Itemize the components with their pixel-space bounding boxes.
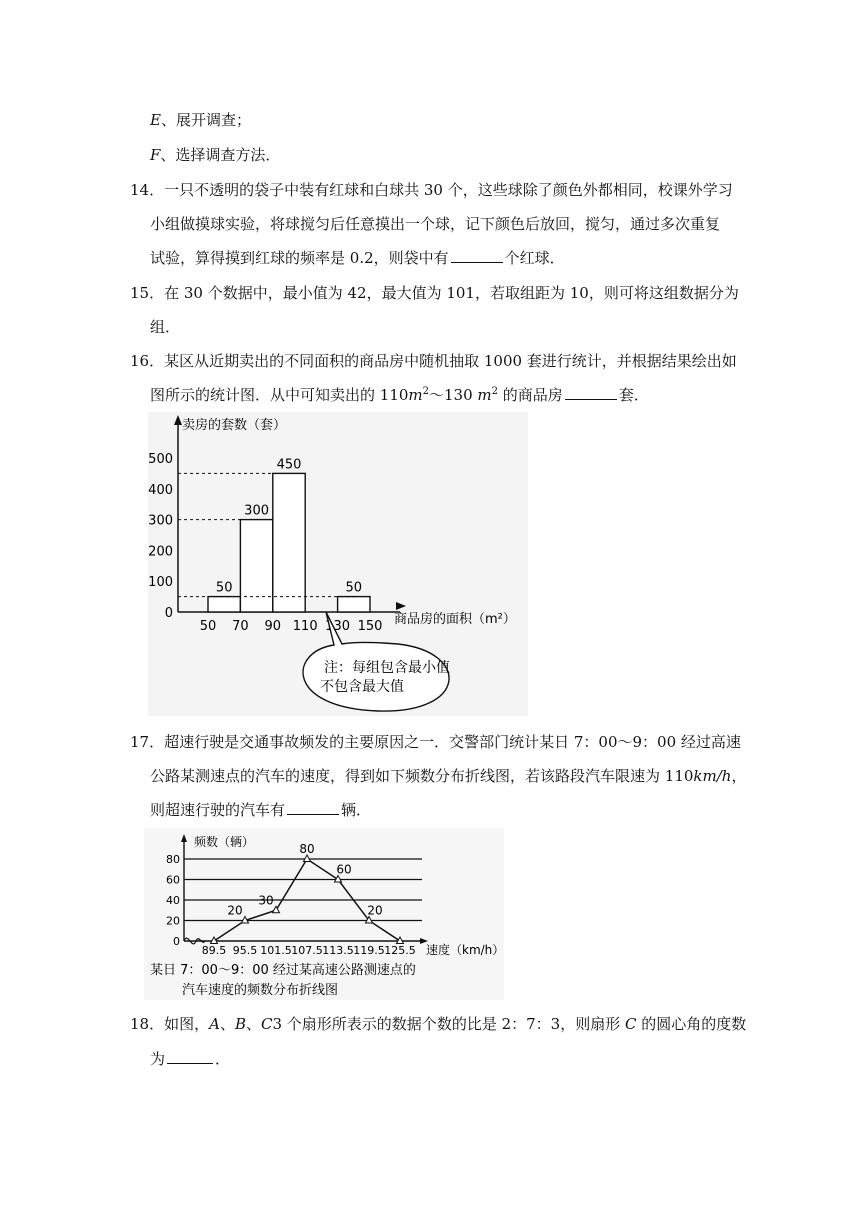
unit-m: m — [408, 386, 423, 404]
x-axis-label: 速度（km/h） — [426, 943, 504, 957]
x-tick-label: 130 — [325, 619, 351, 634]
question-18-text-2b: ． — [215, 1050, 231, 1068]
point-data-label: 20 — [367, 903, 383, 918]
bar-data-label: 300 — [244, 503, 270, 519]
question-17-number: 17． — [130, 733, 165, 751]
option-f-text: 、选择调查方法． — [160, 146, 281, 164]
note-line-2: 不包含最大值 — [320, 679, 404, 695]
y-axis-label: 频数（辆） — [194, 835, 255, 849]
point-data-label: 30 — [258, 893, 274, 908]
caption-line-2: 汽车速度的频数分布折线图 — [182, 983, 339, 998]
question-16-text-2a: 图所示的统计图．从中可知卖出的 110 — [150, 386, 409, 404]
histogram-bar — [273, 473, 305, 612]
caption-line-1: 某日 7：00～9：00 经过某高速公路测速点的 — [150, 963, 416, 978]
question-14-text-1: 一只不透明的袋子中装有红球和白球共 30 个，这些球除了颜色外都相同，校课外学习 — [164, 181, 733, 199]
x-tick-label: 125.5 — [384, 944, 416, 957]
bar-data-label: 450 — [276, 457, 302, 473]
question-16-number: 16． — [130, 352, 165, 370]
histogram-figure — [148, 412, 528, 716]
question-18-line-2 — [150, 1049, 230, 1069]
question-17-text-2a: 公路某测速点的汽车的速度，得到如下频数分布折线图，若该路段汽车限速为 110 — [150, 767, 694, 785]
y-axis-label: 卖房的套数（套） — [182, 418, 287, 433]
histogram-chart — [148, 412, 528, 716]
histogram-bar — [240, 520, 272, 612]
x-tick-label: 90 — [264, 619, 282, 634]
superscript: 2 — [422, 386, 430, 397]
question-17-text-1: 超速行驶是交通事故频发的主要原因之一．交警部门统计某日 7：00～9：00 经过高速 — [164, 733, 741, 751]
speed-unit: km/h — [693, 767, 732, 785]
question-14-line-2: 小组做摸球实验，将球搅匀后任意摸出一个球，记下颜色后放回，搅匀，通过多次重复 — [150, 215, 721, 233]
y-tick-label: 300 — [148, 513, 173, 529]
question-14-line-1 — [130, 180, 733, 200]
question-17-text-3b: 辆． — [341, 801, 372, 819]
histogram-bar — [338, 597, 370, 612]
question-15-number: 15． — [130, 284, 165, 302]
question-14-line-3 — [150, 248, 565, 268]
option-f-letter: F — [150, 146, 161, 164]
question-18-text-2a: 为 — [150, 1050, 166, 1068]
answer-blank[interactable] — [167, 1049, 213, 1064]
option-e-text: 、展开调查； — [160, 111, 251, 129]
question-16-text-1: 某区从近期卖出的不同面积的商品房中随机抽取 1000 套进行统计，并根据结果绘出如 — [164, 352, 737, 370]
point-data-label: 80 — [299, 842, 315, 856]
separator: 、 — [246, 1015, 262, 1033]
question-14-text-3a: 试验，算得摸到红球的频率是 0.2，则袋中有 — [150, 249, 449, 267]
point-data-label: 60 — [336, 862, 352, 877]
question-18-line-1 — [130, 1014, 746, 1034]
point-data-label: 20 — [227, 903, 243, 918]
x-axis-arrow-icon — [396, 602, 406, 610]
y-tick-label: 500 — [148, 452, 173, 467]
question-17-line-3 — [150, 800, 371, 820]
x-tick-label: 110 — [292, 619, 318, 634]
x-tick-label: 119.5 — [353, 944, 385, 957]
option-f — [150, 145, 280, 165]
sector-b: B — [234, 1015, 246, 1033]
y-tick-label: 20 — [166, 914, 180, 928]
separator: 、 — [219, 1015, 235, 1033]
question-16-line-1 — [130, 351, 737, 371]
question-15-line-2: 组． — [150, 318, 181, 336]
sector-c: C — [624, 1015, 637, 1033]
question-17-text-2b: ， — [731, 767, 747, 785]
x-tick-label: 150 — [357, 619, 383, 634]
sector-c: C — [261, 1015, 273, 1033]
question-18-text-1b: 3 个扇形所表示的数据个数的比是 2：7：3，则扇形 — [272, 1015, 625, 1033]
superscript: 2 — [491, 386, 499, 397]
note-line-1: 注：每组包含最小值 — [324, 660, 450, 676]
option-e — [150, 110, 251, 130]
question-18-text-1c: 的圆心角的度数 — [636, 1015, 747, 1033]
y-axis-arrow-icon — [174, 415, 182, 425]
unit-m: m — [477, 386, 492, 404]
question-16-text-2d: 套． — [618, 386, 649, 404]
x-tick-label: 89.5 — [201, 944, 227, 957]
question-16-text-2c: 的商品房 — [498, 386, 563, 404]
x-tick-label: 101.5 — [260, 944, 292, 957]
question-17-line-1 — [130, 732, 741, 752]
x-tick-label: 50 — [199, 619, 217, 634]
bar-data-label: 50 — [345, 580, 363, 596]
x-tick-label: 113.5 — [322, 944, 354, 957]
y-tick-label: 0 — [164, 606, 173, 621]
bar-data-label: 50 — [215, 580, 233, 596]
question-14-text-3b: 个红球． — [504, 249, 565, 267]
question-18-text-1a: 如图， — [164, 1015, 210, 1033]
frequency-polygon-chart — [144, 828, 504, 1000]
question-15-line-1 — [130, 283, 739, 303]
question-17-line-2 — [150, 766, 746, 786]
sector-a: A — [209, 1015, 220, 1033]
y-tick-label: 40 — [166, 894, 180, 907]
question-14-number: 14． — [130, 181, 165, 199]
answer-blank[interactable] — [451, 248, 503, 263]
x-tick-label: 70 — [232, 619, 249, 634]
y-tick-label: 200 — [148, 544, 173, 560]
question-16-text-2b: ～130 — [429, 386, 478, 404]
y-tick-label: 80 — [166, 853, 180, 866]
x-tick-label: 95.5 — [232, 944, 258, 957]
y-axis-arrow-icon — [181, 834, 187, 842]
line-chart-figure — [144, 828, 504, 1000]
y-tick-label: 0 — [173, 935, 180, 948]
question-15-text-1: 在 30 个数据中，最小值为 42，最大值为 101，若取组距为 10，则可将这组数据分为 — [164, 284, 739, 302]
question-18-number: 18． — [130, 1015, 165, 1033]
question-16-line-2 — [150, 385, 649, 405]
histogram-bar — [208, 597, 240, 612]
answer-blank[interactable] — [287, 800, 339, 815]
option-e-letter: E — [150, 111, 161, 129]
answer-blank[interactable] — [565, 385, 617, 400]
y-tick-label: 60 — [166, 873, 180, 887]
question-17-text-3a: 则超速行驶的汽车有 — [150, 801, 286, 819]
x-axis-label: 商品房的面积（m²） — [394, 612, 516, 627]
x-tick-label: 107.5 — [291, 944, 323, 957]
y-tick-label: 400 — [148, 482, 173, 498]
y-tick-label: 100 — [148, 575, 173, 591]
